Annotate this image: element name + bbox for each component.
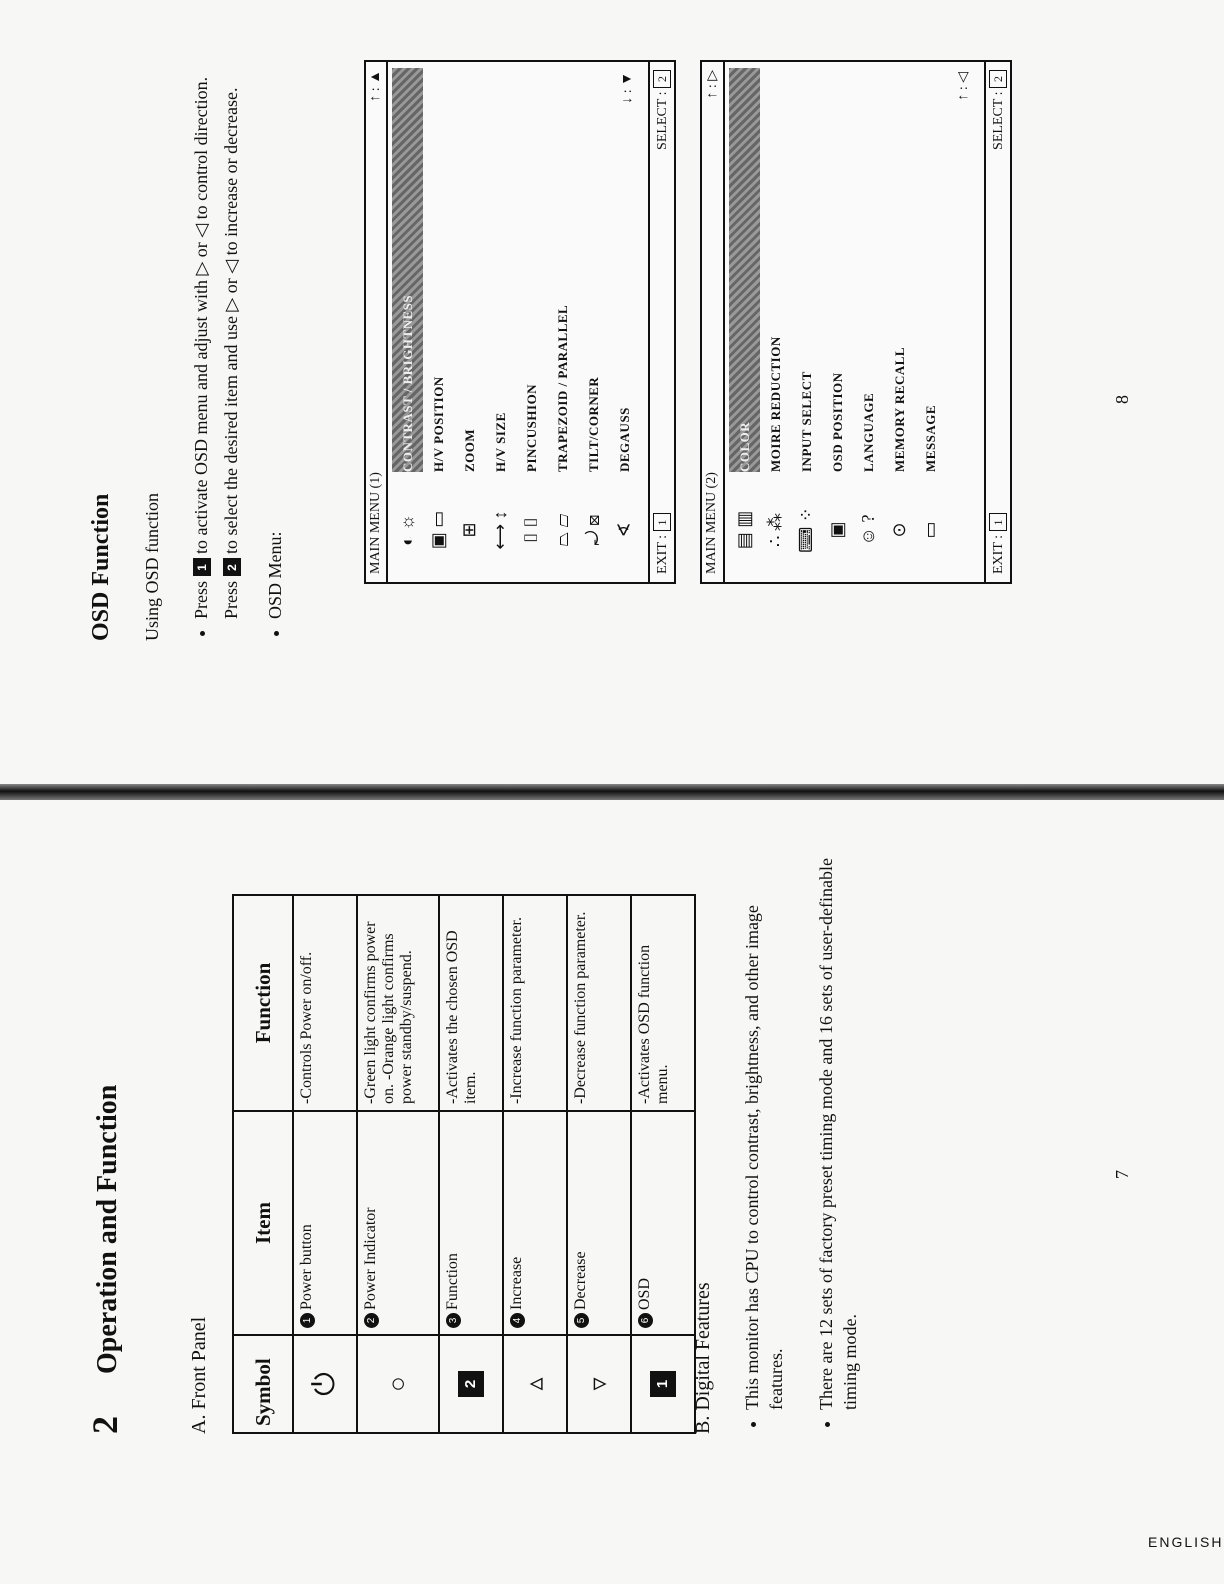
osd-icon-column [388,478,644,582]
instruction-list [188,19,306,641]
item-cell: 2Power Indicator [357,1111,439,1335]
list-item: Press 2 to select the desired item and use ▷ or ◁ to increase or decrease. [221,87,241,619]
osd-item[interactable]: INPUT SELECT [799,371,814,472]
tilt-icon: ⤾ ⊠ [583,514,603,546]
osd-menu-footer: EXIT : 1 SELECT : 2 [984,62,1010,582]
item-number-badge: 5 [574,1313,589,1328]
osd-item[interactable]: DEGAUSS [617,407,632,472]
osd-item[interactable]: ZOOM [462,428,477,472]
nav-up-hint: ↑ : ▷ [705,70,720,99]
section-title: Operation and Function [92,1084,123,1374]
osd-item[interactable]: TILT/CORNER [586,376,601,472]
contrast-brightness-icon: ◐ ☼ [397,514,417,546]
osd-item[interactable]: CONTRAST / BRIGHTNESS [392,68,423,472]
function-cell: -Controls Power on/off. [293,895,357,1111]
increase-triangle-icon: ▵ [503,1335,567,1433]
book-spine [0,784,1224,800]
zoom-icon: ⊞ [459,522,479,538]
osd-item[interactable]: PINCUSHION [524,383,539,472]
function-cell: -Green light confirms power on. -Orange light confirms power standby/suspend. [357,895,439,1111]
table-row [631,895,695,1433]
key-1-icon: 1 [193,558,211,576]
decrease-triangle-icon: ▿ [567,1335,631,1433]
front-panel-table [232,894,696,1434]
osd-item[interactable]: MEMORY RECALL [892,346,907,472]
osd-icon-column [725,478,950,582]
function-cell: -Activates OSD function menu. [631,895,695,1111]
list-item: • There are 12 sets of factory preset timing mode and 16 sets of user-definable timing mode. [814,850,862,1410]
select-key-icon: 2 [989,70,1007,88]
item-number-badge: 4 [510,1313,525,1328]
language-tab: ENGLISH [1148,1534,1224,1550]
osd-item[interactable]: COLOR [729,68,760,472]
osd-function-title: OSD Function [88,493,114,641]
section-number: 2 [85,1416,125,1434]
memory-recall-icon: ⊙ [889,522,909,538]
item-cell: 4Increase [503,1111,567,1335]
nav-down-hint: ↑ : ◁ [956,72,971,101]
list-item: • OSD Menu: [262,19,288,619]
nav-up-hint: ↑ : ▲ [368,70,383,102]
exit-key-icon: 1 [989,513,1007,531]
osd-item[interactable]: H/V POSITION [431,376,446,472]
table-row [439,895,503,1433]
nav-down-hint: ↓ : ▼ [620,72,635,104]
osd-item[interactable]: H/V SIZE [493,412,508,472]
osd-item-list [388,62,644,478]
item-cell: 6OSD [631,1111,695,1335]
osd-item[interactable]: LANGUAGE [861,392,876,472]
front-panel-heading: A. Front Panel [188,1316,210,1434]
header-function: Function [233,895,293,1111]
item-cell: 3Function [439,1111,503,1335]
osd-position-icon: ▣ [827,521,847,539]
exit-key-icon: 1 [653,513,671,531]
list-item: • This monitor has CPU to control contrast, brightness, and other image features. [740,850,788,1410]
osd-main-menu-2 [700,60,1012,584]
item-cell: 1Power button [293,1111,357,1335]
osd-item[interactable]: OSD POSITION [830,372,845,472]
moire-icon: ∴ ⁂ [765,513,785,547]
language-icon: ☺ ? [858,514,878,546]
digital-features-heading: B. Digital Features [692,1282,714,1434]
osd-item[interactable]: MOIRE REDUCTION [768,336,783,472]
header-symbol: Symbol [233,1335,293,1433]
key-2-icon: 2 [223,558,241,576]
header-item: Item [233,1111,293,1335]
osd-item-list [725,62,950,478]
osd-menu-title: MAIN MENU (2) [704,472,719,574]
pincushion-icon: ⌷ ⌷ [521,516,541,544]
function-key-icon: 2 [439,1335,503,1433]
right-page [0,0,1224,784]
left-page [0,800,1224,1584]
osd-menu-header [366,62,388,582]
osd-subtitle: Using OSD function [142,493,162,641]
page-number: 7 [1112,1170,1132,1179]
color-icon: ▤ ▥ [734,510,754,550]
item-number-badge: 6 [638,1313,653,1328]
position-icon: ▣ ▭ [428,510,448,550]
osd-menu-title: MAIN MENU (1) [368,472,383,574]
list-item: • Press 1 to activate OSD menu and adjust with ▷ or ◁ to control direction. [188,19,214,619]
item-number-badge: 2 [364,1313,379,1328]
indicator-circle-icon: ○ [357,1335,439,1433]
size-icon: ⟷ ↕ [490,510,510,550]
input-select-icon: ⌨ ⁘ [796,507,816,553]
osd-key-icon: 1 [631,1335,695,1433]
item-number-badge: 3 [446,1313,461,1328]
osd-menu-footer: EXIT : 1 SELECT : 2 [648,62,674,582]
item-cell: 5Decrease [567,1111,631,1335]
table-row [357,895,439,1433]
osd-main-menu-1 [364,60,676,584]
item-number-badge: 1 [300,1313,315,1328]
table-row [293,895,357,1433]
function-cell: -Decrease function parameter. [567,895,631,1111]
function-cell: -Activates the chosen OSD item. [439,895,503,1111]
table-header-row [233,895,293,1433]
trapezoid-icon: ⏢ ▱ [552,513,572,547]
features-list [740,850,888,1434]
degauss-icon: ∢ [614,522,634,538]
message-icon: ▭ [920,521,940,539]
function-cell: -Increase function parameter. [503,895,567,1111]
table-row [503,895,567,1433]
power-icon: ⏻ [293,1335,357,1433]
select-key-icon: 2 [653,70,671,88]
osd-menu-header [702,62,725,582]
osd-item[interactable]: MESSAGE [923,404,938,472]
osd-item[interactable]: TRAPEZOID / PARALLEL [555,304,570,472]
table-row [567,895,631,1433]
page-number: 8 [1112,395,1132,404]
